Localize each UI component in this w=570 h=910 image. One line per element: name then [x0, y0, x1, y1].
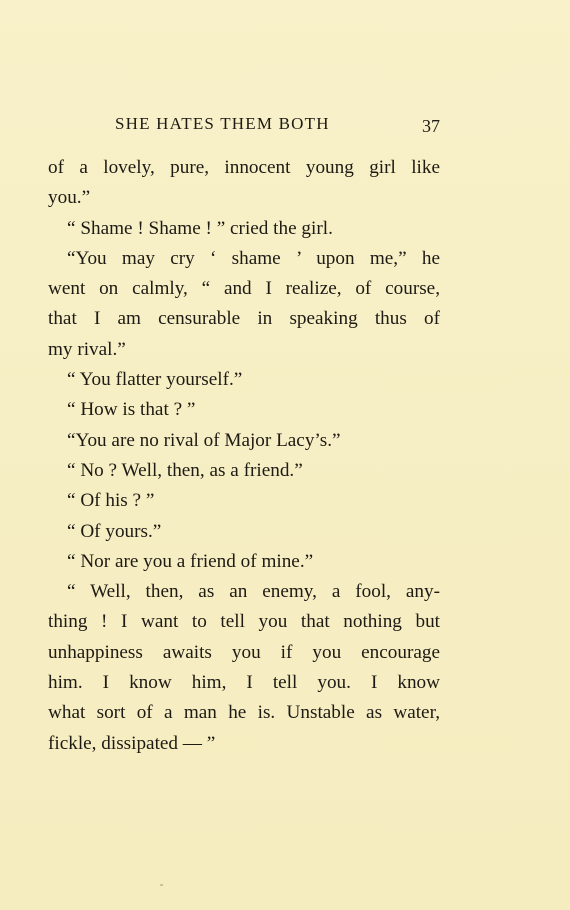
- body-text: [48, 153, 440, 759]
- text-line: what sort of a man he is. Unstable as water,: [48, 702, 440, 724]
- text-line: that I am censurable in speaking thus of: [48, 308, 440, 330]
- running-head: [48, 114, 440, 138]
- text-line: “ Of his ? ”: [67, 490, 155, 512]
- text-line: “ Shame ! Shame ! ” cried the girl.: [67, 217, 333, 239]
- text-line: unhappiness awaits you if you encourage: [48, 641, 440, 663]
- text-line: thing ! I want to tell you that nothing but: [48, 611, 440, 633]
- text-line: “ No ? Well, then, as a friend.”: [67, 459, 303, 481]
- paper-speck: [160, 884, 163, 886]
- text-line: fickle, dissipated — ”: [48, 732, 216, 754]
- page-number: 37: [422, 116, 440, 136]
- text-line: “ Nor are you a friend of mine.”: [67, 550, 314, 572]
- text-line: you.”: [48, 187, 91, 209]
- text-line: “ How is that ? ”: [67, 399, 196, 421]
- text-line: “ Well, then, as an enemy, a fool, any-: [67, 581, 440, 603]
- text-line: “ Of yours.”: [67, 520, 162, 542]
- text-line: went on calmly, “ and I realize, of course,: [48, 278, 440, 300]
- text-line: “ You flatter yourself.”: [67, 369, 243, 391]
- running-title: SHE HATES THEM BOTH: [115, 114, 330, 133]
- text-line: “You may cry ‘ shame ’ upon me,” he: [67, 247, 440, 269]
- text-line: of a lovely, pure, innocent young girl like: [48, 157, 440, 178]
- text-line: “You are no rival of Major Lacy’s.”: [67, 429, 341, 451]
- text-line: my rival.”: [48, 338, 126, 360]
- text-line: him. I know him, I tell you. I know: [48, 672, 440, 694]
